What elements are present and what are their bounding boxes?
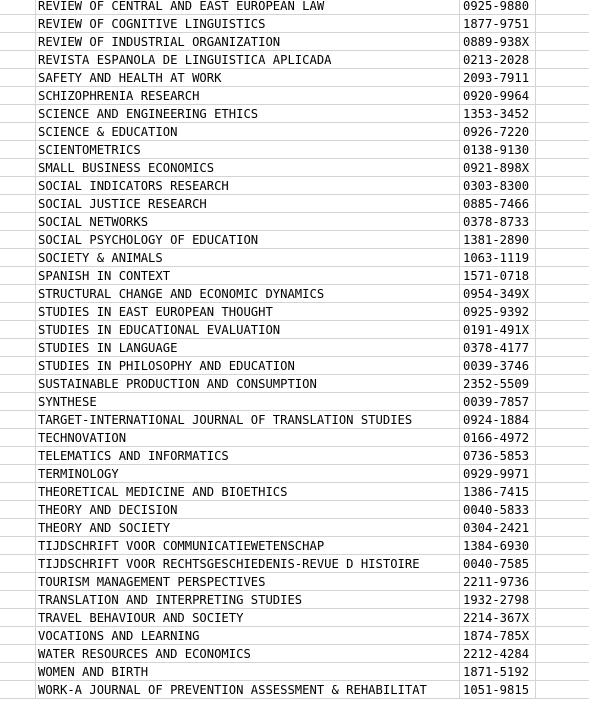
table-row bbox=[0, 249, 589, 267]
issn-cell[interactable]: 0929-9971 bbox=[460, 465, 536, 483]
issn-cell[interactable]: 0921-898X bbox=[460, 159, 536, 177]
empty-cell[interactable] bbox=[0, 573, 36, 591]
issn-cell[interactable]: 0926-7220 bbox=[460, 123, 536, 141]
journal-title-cell[interactable]: STUDIES IN PHILOSOPHY AND EDUCATION bbox=[36, 357, 460, 375]
journal-title-cell[interactable]: STUDIES IN EAST EUROPEAN THOUGHT bbox=[36, 303, 460, 321]
empty-cell[interactable] bbox=[0, 177, 36, 195]
table-row bbox=[0, 645, 589, 663]
empty-cell[interactable] bbox=[0, 465, 36, 483]
table-row bbox=[0, 627, 589, 645]
table-row bbox=[0, 51, 589, 69]
issn-cell[interactable]: 0378-8733 bbox=[460, 213, 536, 231]
empty-cell[interactable] bbox=[536, 555, 589, 573]
journal-title-cell[interactable]: SCIENTOMETRICS bbox=[36, 141, 460, 159]
issn-cell[interactable]: 2352-5509 bbox=[460, 375, 536, 393]
empty-cell[interactable] bbox=[536, 177, 589, 195]
journal-title-cell[interactable]: REVIEW OF INDUSTRIAL ORGANIZATION bbox=[36, 33, 460, 51]
journal-title-cell[interactable]: SOCIETY & ANIMALS bbox=[36, 249, 460, 267]
journal-title-cell[interactable]: WORK-A JOURNAL OF PREVENTION ASSESSMENT & REHABILITAT bbox=[36, 681, 460, 699]
journal-title-cell[interactable]: SCIENCE & EDUCATION bbox=[36, 123, 460, 141]
table-row bbox=[0, 267, 589, 285]
empty-cell[interactable] bbox=[0, 375, 36, 393]
issn-cell[interactable]: 1063-1119 bbox=[460, 249, 536, 267]
empty-cell[interactable] bbox=[536, 627, 589, 645]
empty-cell[interactable] bbox=[536, 141, 589, 159]
empty-cell[interactable] bbox=[0, 663, 36, 681]
empty-cell[interactable] bbox=[0, 231, 36, 249]
empty-cell[interactable] bbox=[536, 519, 589, 537]
empty-cell[interactable] bbox=[536, 87, 589, 105]
journal-title-cell[interactable]: REVIEW OF CENTRAL AND EAST EUROPEAN LAW bbox=[36, 0, 460, 15]
journal-title-cell[interactable]: STUDIES IN EDUCATIONAL EVALUATION bbox=[36, 321, 460, 339]
empty-cell[interactable] bbox=[0, 591, 36, 609]
table-row bbox=[0, 213, 589, 231]
empty-cell[interactable] bbox=[0, 123, 36, 141]
journal-title-cell[interactable]: SUSTAINABLE PRODUCTION AND CONSUMPTION bbox=[36, 375, 460, 393]
issn-cell[interactable]: 2214-367X bbox=[460, 609, 536, 627]
empty-cell[interactable] bbox=[536, 51, 589, 69]
empty-cell[interactable] bbox=[536, 609, 589, 627]
issn-cell[interactable]: 0039-7857 bbox=[460, 393, 536, 411]
empty-cell[interactable] bbox=[536, 105, 589, 123]
table-row bbox=[0, 609, 589, 627]
empty-cell[interactable] bbox=[0, 213, 36, 231]
journal-title-cell[interactable]: SAFETY AND HEALTH AT WORK bbox=[36, 69, 460, 87]
issn-cell[interactable]: 2211-9736 bbox=[460, 573, 536, 591]
empty-cell[interactable] bbox=[536, 591, 589, 609]
empty-cell[interactable] bbox=[536, 159, 589, 177]
table-row bbox=[0, 537, 589, 555]
journal-title-cell[interactable]: TRANSLATION AND INTERPRETING STUDIES bbox=[36, 591, 460, 609]
issn-cell[interactable]: 0303-8300 bbox=[460, 177, 536, 195]
issn-cell[interactable]: 0039-3746 bbox=[460, 357, 536, 375]
table-row bbox=[0, 177, 589, 195]
journal-title-cell[interactable]: SCIENCE AND ENGINEERING ETHICS bbox=[36, 105, 460, 123]
journal-title-cell[interactable]: TERMINOLOGY bbox=[36, 465, 460, 483]
empty-cell[interactable] bbox=[0, 609, 36, 627]
table-row bbox=[0, 33, 589, 51]
table-row bbox=[0, 555, 589, 573]
table-row bbox=[0, 123, 589, 141]
table-row bbox=[0, 429, 589, 447]
empty-cell[interactable] bbox=[536, 321, 589, 339]
empty-cell[interactable] bbox=[536, 231, 589, 249]
table-row bbox=[0, 483, 589, 501]
issn-cell[interactable]: 0736-5853 bbox=[460, 447, 536, 465]
table-row bbox=[0, 231, 589, 249]
journal-title-cell[interactable]: TELEMATICS AND INFORMATICS bbox=[36, 447, 460, 465]
empty-cell[interactable] bbox=[0, 159, 36, 177]
journal-title-cell[interactable]: THEORETICAL MEDICINE AND BIOETHICS bbox=[36, 483, 460, 501]
empty-cell[interactable] bbox=[536, 573, 589, 591]
table-row bbox=[0, 0, 589, 15]
table-row bbox=[0, 69, 589, 87]
issn-cell[interactable]: 0925-9392 bbox=[460, 303, 536, 321]
journal-title-cell[interactable]: TOURISM MANAGEMENT PERSPECTIVES bbox=[36, 573, 460, 591]
journal-title-cell[interactable]: THEORY AND SOCIETY bbox=[36, 519, 460, 537]
empty-cell[interactable] bbox=[0, 33, 36, 51]
journal-title-cell[interactable]: SYNTHESE bbox=[36, 393, 460, 411]
empty-cell[interactable] bbox=[536, 501, 589, 519]
empty-cell[interactable] bbox=[536, 663, 589, 681]
journal-title-cell[interactable]: SPANISH IN CONTEXT bbox=[36, 267, 460, 285]
empty-cell[interactable] bbox=[0, 519, 36, 537]
empty-cell[interactable] bbox=[0, 105, 36, 123]
empty-cell[interactable] bbox=[536, 213, 589, 231]
issn-cell[interactable]: 1877-9751 bbox=[460, 15, 536, 33]
empty-cell[interactable] bbox=[536, 483, 589, 501]
empty-cell[interactable] bbox=[536, 393, 589, 411]
issn-cell[interactable]: 1871-5192 bbox=[460, 663, 536, 681]
journal-title-cell[interactable]: WATER RESOURCES AND ECONOMICS bbox=[36, 645, 460, 663]
journal-title-cell[interactable]: THEORY AND DECISION bbox=[36, 501, 460, 519]
empty-cell[interactable] bbox=[0, 393, 36, 411]
empty-cell[interactable] bbox=[0, 15, 36, 33]
issn-cell[interactable]: 1571-0718 bbox=[460, 267, 536, 285]
issn-cell[interactable]: 0304-2421 bbox=[460, 519, 536, 537]
journal-title-cell[interactable]: REVIEW OF COGNITIVE LINGUISTICS bbox=[36, 15, 460, 33]
journal-title-cell[interactable]: STUDIES IN LANGUAGE bbox=[36, 339, 460, 357]
empty-cell[interactable] bbox=[0, 249, 36, 267]
empty-cell[interactable] bbox=[536, 267, 589, 285]
empty-cell[interactable] bbox=[0, 537, 36, 555]
empty-cell[interactable] bbox=[536, 123, 589, 141]
journal-title-cell[interactable]: TRAVEL BEHAVIOUR AND SOCIETY bbox=[36, 609, 460, 627]
journal-title-cell[interactable]: WOMEN AND BIRTH bbox=[36, 663, 460, 681]
empty-cell[interactable] bbox=[0, 141, 36, 159]
journal-title-cell[interactable]: SOCIAL NETWORKS bbox=[36, 213, 460, 231]
issn-cell[interactable]: 0040-5833 bbox=[460, 501, 536, 519]
issn-cell[interactable]: 0378-4177 bbox=[460, 339, 536, 357]
empty-cell[interactable] bbox=[536, 411, 589, 429]
journal-title-cell[interactable]: SMALL BUSINESS ECONOMICS bbox=[36, 159, 460, 177]
issn-cell[interactable]: 0191-491X bbox=[460, 321, 536, 339]
empty-cell[interactable] bbox=[0, 285, 36, 303]
table-row bbox=[0, 573, 589, 591]
empty-cell[interactable] bbox=[536, 33, 589, 51]
issn-cell[interactable]: 0889-938X bbox=[460, 33, 536, 51]
issn-cell[interactable]: 0040-7585 bbox=[460, 555, 536, 573]
empty-cell[interactable] bbox=[536, 645, 589, 663]
table-row bbox=[0, 447, 589, 465]
empty-cell[interactable] bbox=[536, 0, 589, 15]
table-row bbox=[0, 87, 589, 105]
empty-cell[interactable] bbox=[0, 87, 36, 105]
issn-cell[interactable]: 0138-9130 bbox=[460, 141, 536, 159]
table-row bbox=[0, 411, 589, 429]
empty-cell[interactable] bbox=[0, 501, 36, 519]
empty-cell[interactable] bbox=[536, 195, 589, 213]
empty-cell[interactable] bbox=[0, 51, 36, 69]
table-row bbox=[0, 195, 589, 213]
table-row bbox=[0, 15, 589, 33]
empty-cell[interactable] bbox=[0, 411, 36, 429]
table-row bbox=[0, 159, 589, 177]
empty-cell[interactable] bbox=[536, 69, 589, 87]
journal-title-cell[interactable]: VOCATIONS AND LEARNING bbox=[36, 627, 460, 645]
issn-cell[interactable]: 1874-785X bbox=[460, 627, 536, 645]
table-row bbox=[0, 105, 589, 123]
table-row bbox=[0, 141, 589, 159]
table-row bbox=[0, 393, 589, 411]
journal-title-cell[interactable]: TIJDSCHRIFT VOOR COMMUNICATIEWETENSCHAP bbox=[36, 537, 460, 555]
issn-cell[interactable]: 1051-9815 bbox=[460, 681, 536, 699]
empty-cell[interactable] bbox=[536, 447, 589, 465]
issn-cell[interactable]: 2212-4284 bbox=[460, 645, 536, 663]
issn-cell[interactable]: 1386-7415 bbox=[460, 483, 536, 501]
issn-cell[interactable]: 2093-7911 bbox=[460, 69, 536, 87]
issn-cell[interactable]: 1353-3452 bbox=[460, 105, 536, 123]
issn-cell[interactable]: 0924-1884 bbox=[460, 411, 536, 429]
empty-cell[interactable] bbox=[536, 429, 589, 447]
empty-cell[interactable] bbox=[536, 249, 589, 267]
empty-cell[interactable] bbox=[0, 681, 36, 699]
issn-cell[interactable]: 0885-7466 bbox=[460, 195, 536, 213]
journal-title-cell[interactable]: SOCIAL PSYCHOLOGY OF EDUCATION bbox=[36, 231, 460, 249]
table-row bbox=[0, 465, 589, 483]
empty-cell[interactable] bbox=[0, 627, 36, 645]
issn-cell[interactable]: 0166-4972 bbox=[460, 429, 536, 447]
journal-title-cell[interactable]: TECHNOVATION bbox=[36, 429, 460, 447]
issn-cell[interactable]: 0213-2028 bbox=[460, 51, 536, 69]
table-row bbox=[0, 519, 589, 537]
table-row bbox=[0, 357, 589, 375]
empty-cell[interactable] bbox=[0, 0, 36, 15]
issn-cell[interactable]: 0954-349X bbox=[460, 285, 536, 303]
journal-title-cell[interactable]: SCHIZOPHRENIA RESEARCH bbox=[36, 87, 460, 105]
empty-cell[interactable] bbox=[0, 447, 36, 465]
empty-cell[interactable] bbox=[0, 321, 36, 339]
empty-cell[interactable] bbox=[0, 69, 36, 87]
journal-title-cell[interactable]: STRUCTURAL CHANGE AND ECONOMIC DYNAMICS bbox=[36, 285, 460, 303]
empty-cell[interactable] bbox=[0, 555, 36, 573]
empty-cell[interactable] bbox=[536, 303, 589, 321]
empty-cell[interactable] bbox=[536, 681, 589, 699]
empty-cell[interactable] bbox=[536, 465, 589, 483]
journal-title-cell[interactable]: SOCIAL JUSTICE RESEARCH bbox=[36, 195, 460, 213]
journal-title-cell[interactable]: REVISTA ESPANOLA DE LINGUISTICA APLICADA bbox=[36, 51, 460, 69]
empty-cell[interactable] bbox=[0, 357, 36, 375]
empty-cell[interactable] bbox=[536, 285, 589, 303]
issn-cell[interactable]: 1381-2890 bbox=[460, 231, 536, 249]
journal-title-cell[interactable]: SOCIAL INDICATORS RESEARCH bbox=[36, 177, 460, 195]
table-row bbox=[0, 339, 589, 357]
table-row bbox=[0, 321, 589, 339]
issn-cell[interactable]: 0920-9964 bbox=[460, 87, 536, 105]
table-row bbox=[0, 375, 589, 393]
empty-cell[interactable] bbox=[0, 483, 36, 501]
empty-cell[interactable] bbox=[0, 429, 36, 447]
table-row bbox=[0, 681, 589, 699]
journal-title-cell[interactable]: TIJDSCHRIFT VOOR RECHTSGESCHIEDENIS-REVUE D HISTOIRE bbox=[36, 555, 460, 573]
empty-cell[interactable] bbox=[0, 645, 36, 663]
issn-cell[interactable]: 1932-2798 bbox=[460, 591, 536, 609]
table-row bbox=[0, 285, 589, 303]
empty-cell[interactable] bbox=[536, 339, 589, 357]
issn-cell[interactable]: 1384-6930 bbox=[460, 537, 536, 555]
empty-cell[interactable] bbox=[0, 339, 36, 357]
empty-cell[interactable] bbox=[0, 303, 36, 321]
empty-cell[interactable] bbox=[536, 537, 589, 555]
table-row bbox=[0, 663, 589, 681]
empty-cell[interactable] bbox=[0, 267, 36, 285]
table-row bbox=[0, 303, 589, 321]
table-row bbox=[0, 501, 589, 519]
empty-cell[interactable] bbox=[536, 357, 589, 375]
empty-cell[interactable] bbox=[0, 195, 36, 213]
journal-title-cell[interactable]: TARGET-INTERNATIONAL JOURNAL OF TRANSLATION STUDIES bbox=[36, 411, 460, 429]
empty-cell[interactable] bbox=[536, 375, 589, 393]
empty-cell[interactable] bbox=[536, 15, 589, 33]
table-row bbox=[0, 591, 589, 609]
issn-cell[interactable]: 0925-9880 bbox=[460, 0, 536, 15]
